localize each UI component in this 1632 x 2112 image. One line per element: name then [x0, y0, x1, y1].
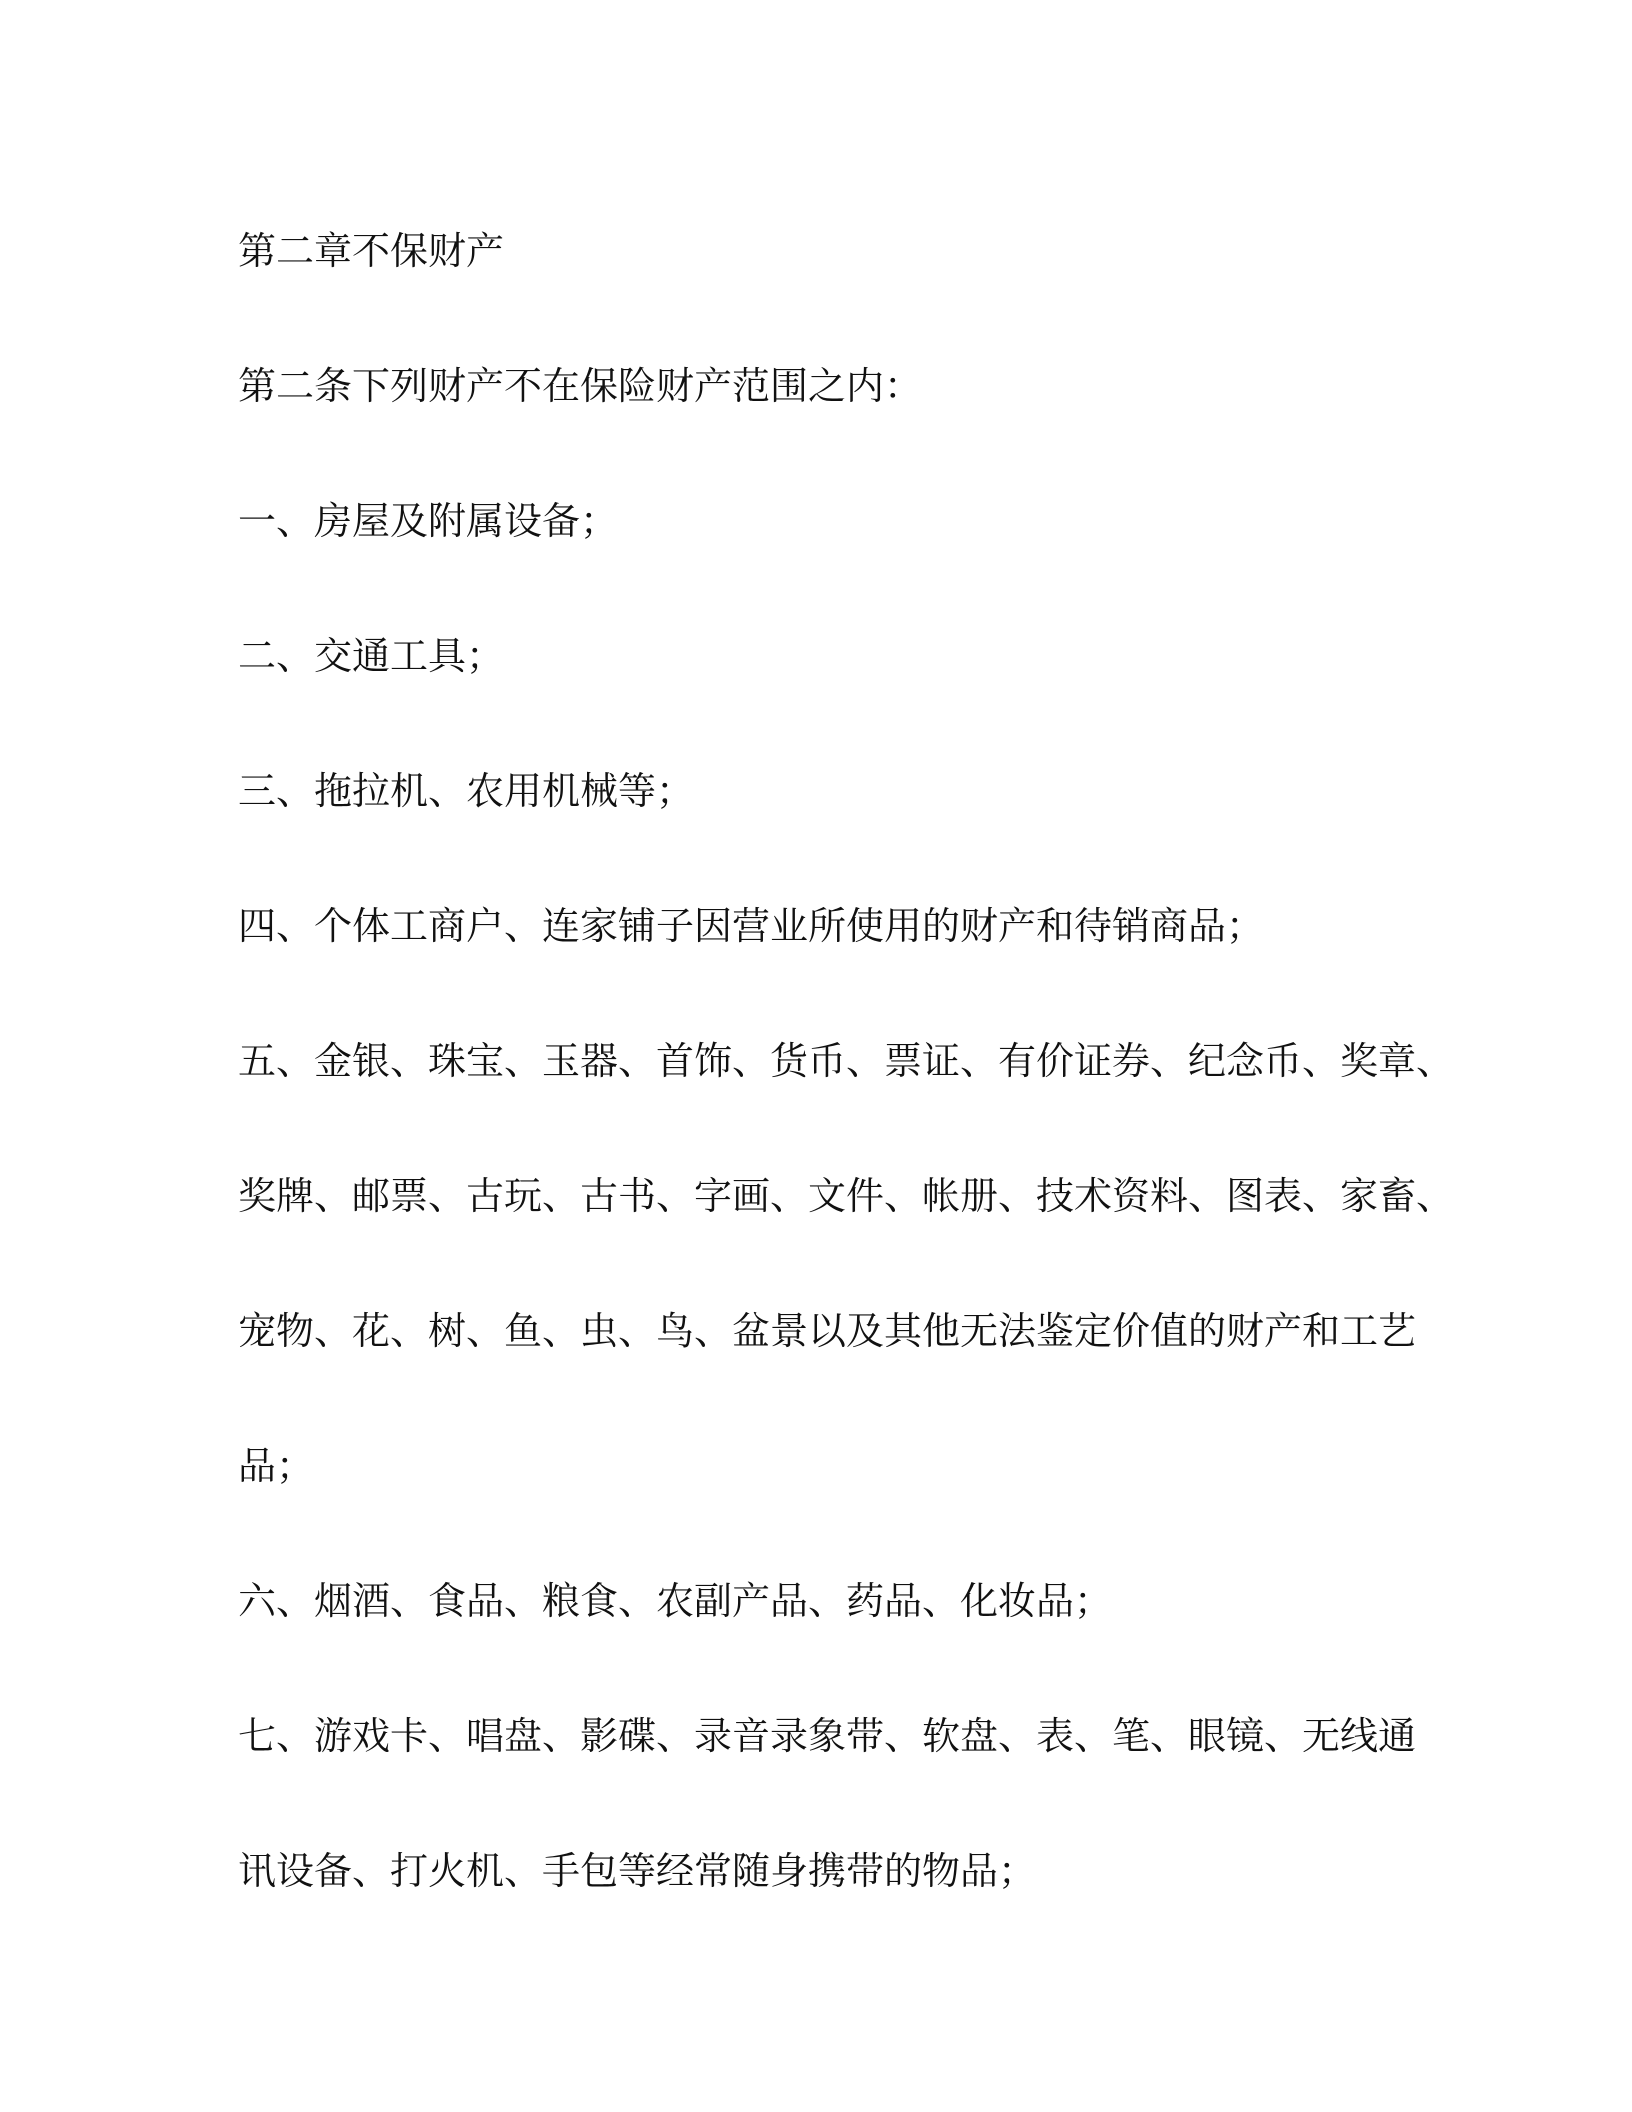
document-body [238, 184, 1455, 1939]
clause-line: 四、个体工商户、连家铺子因营业所使用的财产和待销商品； [238, 904, 1265, 948]
clause-line: 二、交通工具； [238, 634, 505, 678]
article-intro: 第二条下列财产不在保险财产范围之内： [238, 364, 923, 408]
chapter-title: 第二章不保财产 [238, 229, 505, 273]
clause-line: 三、拖拉机、农用机械等； [238, 769, 695, 813]
clause-line: 五、金银、珠宝、玉器、首饰、货币、票证、有价证券、纪念币、奖章、 [238, 1039, 1455, 1083]
clause-line: 奖牌、邮票、古玩、古书、字画、文件、帐册、技术资料、图表、家畜、 [238, 1174, 1455, 1218]
clause-line: 讯设备、打火机、手包等经常随身携带的物品； [238, 1849, 1037, 1893]
clause-line: 七、游戏卡、唱盘、影碟、录音录象带、软盘、表、笔、眼镜、无线通 [238, 1714, 1417, 1758]
clause-line: 宠物、花、树、鱼、虫、鸟、盆景以及其他无法鉴定价值的财产和工艺 [238, 1309, 1417, 1353]
clause-line: 一、房屋及附属设备； [238, 499, 619, 543]
clause-line: 品； [238, 1444, 315, 1488]
clause-line: 六、烟酒、食品、粮食、农副产品、药品、化妆品； [238, 1579, 1113, 1623]
